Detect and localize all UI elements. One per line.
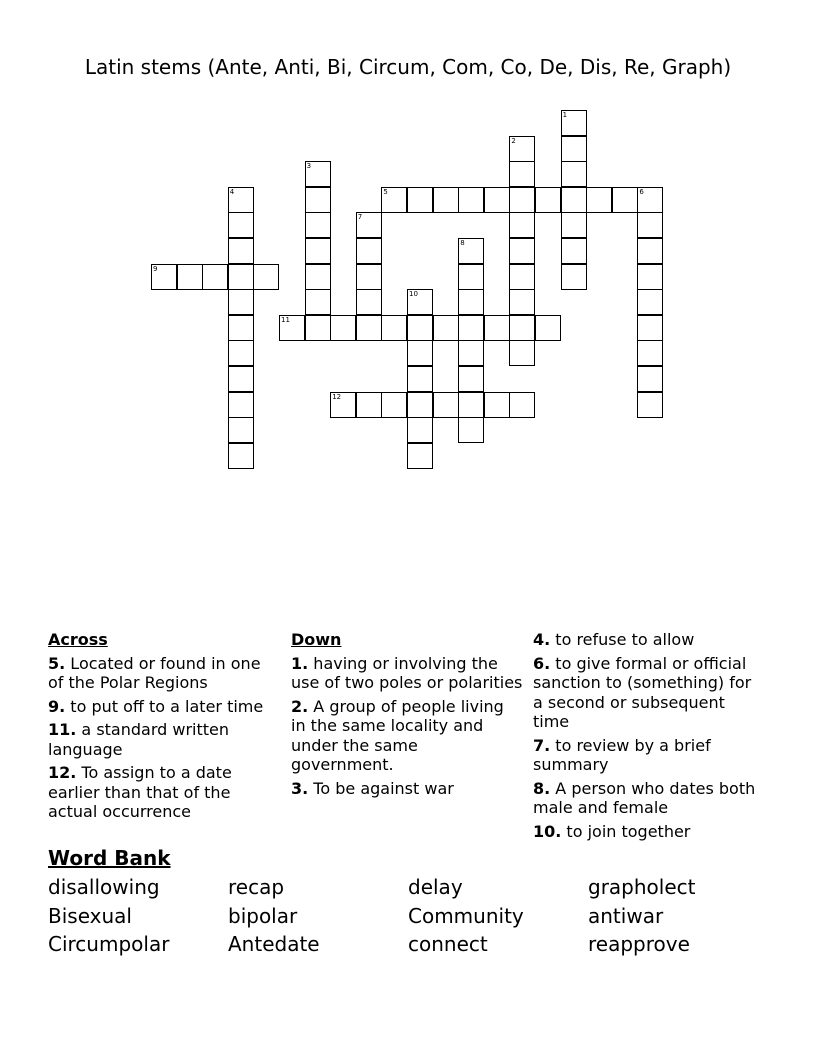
grid-cell[interactable]	[637, 187, 663, 213]
word-bank-item: antiwar	[588, 904, 664, 928]
grid-cell[interactable]	[509, 392, 535, 418]
grid-cell[interactable]	[509, 264, 535, 290]
grid-cell[interactable]	[433, 315, 459, 341]
grid-cell[interactable]	[458, 238, 484, 264]
grid-cell[interactable]	[535, 315, 561, 341]
word-bank-item: connect	[408, 932, 488, 956]
grid-cell[interactable]	[433, 187, 459, 213]
grid-cell[interactable]	[561, 264, 587, 290]
grid-cell[interactable]	[228, 340, 254, 366]
grid-cell[interactable]	[561, 161, 587, 187]
grid-cell[interactable]	[509, 136, 535, 162]
grid-cell[interactable]	[330, 392, 356, 418]
grid-cell[interactable]	[612, 187, 638, 213]
clue-number: 7	[357, 213, 363, 222]
grid-cell[interactable]	[509, 289, 535, 315]
word-bank-item: grapholect	[588, 875, 696, 899]
clue-number: 4	[229, 187, 235, 196]
grid-cell[interactable]	[356, 238, 382, 264]
grid-cell[interactable]	[637, 366, 663, 392]
clue-7-down: 7. to review by a brief summary	[533, 735, 711, 774]
grid-cell[interactable]	[509, 212, 535, 238]
grid-cell[interactable]	[458, 264, 484, 290]
grid-cell[interactable]	[228, 289, 254, 315]
clue-number: 9	[153, 264, 158, 273]
grid-cell[interactable]	[637, 392, 663, 418]
clue-number: 6	[639, 187, 644, 196]
grid-cell[interactable]	[407, 443, 433, 469]
crossword-grid	[0, 0, 816, 480]
word-bank-item: delay	[408, 875, 463, 899]
grid-cell[interactable]	[279, 315, 305, 341]
grid-cell[interactable]	[458, 340, 484, 366]
grid-cell[interactable]	[509, 340, 535, 366]
grid-cell[interactable]	[228, 366, 254, 392]
grid-cell[interactable]	[561, 136, 587, 162]
clue-number: 5	[383, 187, 388, 196]
grid-cell[interactable]	[637, 212, 663, 238]
grid-cell[interactable]	[458, 187, 484, 213]
grid-cell[interactable]	[381, 315, 407, 341]
clue-number: 11	[281, 315, 290, 324]
grid-cell[interactable]	[407, 187, 433, 213]
grid-cell[interactable]	[509, 238, 535, 264]
down-clues-column-continued	[533, 630, 763, 845]
grid-cell[interactable]	[356, 289, 382, 315]
grid-cell[interactable]	[637, 315, 663, 341]
clue-4-down: 4. to refuse to allow	[533, 630, 695, 649]
grid-cell[interactable]	[509, 315, 535, 341]
grid-cell[interactable]	[561, 238, 587, 264]
grid-cell[interactable]	[228, 187, 254, 213]
grid-cell[interactable]	[637, 238, 663, 264]
grid-cell[interactable]	[305, 264, 331, 290]
grid-cell[interactable]	[484, 315, 510, 341]
grid-cell[interactable]	[151, 264, 177, 290]
word-bank-item: Bisexual	[48, 904, 132, 928]
clue-6-down: 6. to give formal or official sanction to (something) for a second or subsequent time	[533, 653, 752, 731]
grid-cell[interactable]	[561, 110, 587, 136]
clue-12-across: 12. To assign to a date earlier than that of the actual occurrence	[48, 763, 232, 821]
word-bank-item: bipolar	[228, 904, 298, 928]
grid-cell[interactable]	[637, 264, 663, 290]
clue-number: 2	[511, 136, 516, 145]
word-bank-item: Circumpolar	[48, 932, 170, 956]
word-bank-item: Antedate	[228, 932, 320, 956]
down-heading: Down	[291, 630, 342, 649]
grid-cell[interactable]	[228, 315, 254, 341]
grid-cell[interactable]	[433, 392, 459, 418]
grid-cell[interactable]	[407, 366, 433, 392]
clue-number: 12	[332, 392, 342, 401]
grid-cell[interactable]	[356, 264, 382, 290]
across-heading: Across	[48, 630, 108, 649]
across-clues-column	[48, 630, 273, 826]
grid-cell[interactable]	[356, 392, 382, 418]
grid-cell[interactable]	[253, 264, 279, 290]
clue-3-down: 3. To be against war	[291, 778, 454, 798]
clue-2-down: 2. A group of people living in the same locality and under the same government.	[291, 696, 504, 774]
grid-cell[interactable]	[330, 315, 356, 341]
clue-number: 3	[306, 162, 312, 171]
grid-cell[interactable]	[228, 212, 254, 238]
grid-cell[interactable]	[458, 366, 484, 392]
grid-cell[interactable]	[509, 161, 535, 187]
grid-cell[interactable]	[305, 187, 331, 213]
word-bank-item: reapprove	[588, 932, 690, 956]
grid-cell[interactable]	[561, 212, 587, 238]
grid-cell[interactable]	[586, 187, 612, 213]
grid-cell[interactable]	[535, 187, 561, 213]
grid-cell[interactable]	[305, 238, 331, 264]
clue-number: 8	[460, 239, 465, 247]
word-bank-item: recap	[228, 875, 285, 899]
grid-cell[interactable]	[407, 315, 433, 341]
word-bank-title: Word Bank	[48, 846, 171, 870]
grid-cell[interactable]	[407, 392, 433, 418]
grid-cell[interactable]	[228, 238, 254, 264]
grid-cell[interactable]	[228, 392, 254, 418]
grid-cell[interactable]	[305, 289, 331, 315]
grid-cell[interactable]	[509, 187, 535, 213]
clue-9-across: 9. to put off to a later time	[48, 696, 264, 716]
grid-cell[interactable]	[407, 289, 433, 315]
clue-10-down: 10. to join together	[533, 821, 691, 841]
grid-cell[interactable]	[305, 161, 331, 187]
grid-cell[interactable]	[458, 315, 484, 341]
clue-number: 10	[409, 290, 418, 299]
grid-cell[interactable]	[484, 392, 510, 418]
clue-number: 1	[562, 111, 568, 119]
clue-8-down: 8. A person who dates both male and female	[533, 778, 756, 817]
clue-11-across: 11. a standard written language	[48, 720, 230, 759]
grid-cell[interactable]	[381, 187, 407, 213]
grid-cell[interactable]	[407, 417, 433, 443]
grid-cell[interactable]	[356, 212, 382, 238]
grid-cell[interactable]	[202, 264, 228, 290]
grid-cell[interactable]	[381, 392, 407, 418]
grid-cell[interactable]	[305, 315, 331, 341]
grid-cell[interactable]	[228, 264, 254, 290]
page-title: Latin stems (Ante, Anti, Bi, Circum, Com, Co, De, Dis, Re, Graph)	[84, 55, 732, 79]
grid-cell[interactable]	[458, 417, 484, 443]
down-clues-column	[291, 630, 523, 802]
grid-cell[interactable]	[177, 264, 203, 290]
word-bank-item: Community	[408, 904, 524, 928]
grid-cell[interactable]	[356, 315, 382, 341]
grid-cell[interactable]	[637, 340, 663, 366]
word-bank-item: disallowing	[48, 875, 160, 899]
grid-cell[interactable]	[561, 187, 587, 213]
grid-cell[interactable]	[458, 392, 484, 418]
grid-cell[interactable]	[228, 443, 254, 469]
grid-cell[interactable]	[637, 289, 663, 315]
grid-cell[interactable]	[458, 289, 484, 315]
grid-cell[interactable]	[484, 187, 510, 213]
grid-cell[interactable]	[407, 340, 433, 366]
clue-1-down: 1. having or involving the use of two poles or polarities	[291, 653, 523, 692]
clue-5-across: 5. Located or found in one of the Polar Regions	[48, 653, 261, 692]
grid-cell[interactable]	[228, 417, 254, 443]
grid-cell[interactable]	[305, 212, 331, 238]
